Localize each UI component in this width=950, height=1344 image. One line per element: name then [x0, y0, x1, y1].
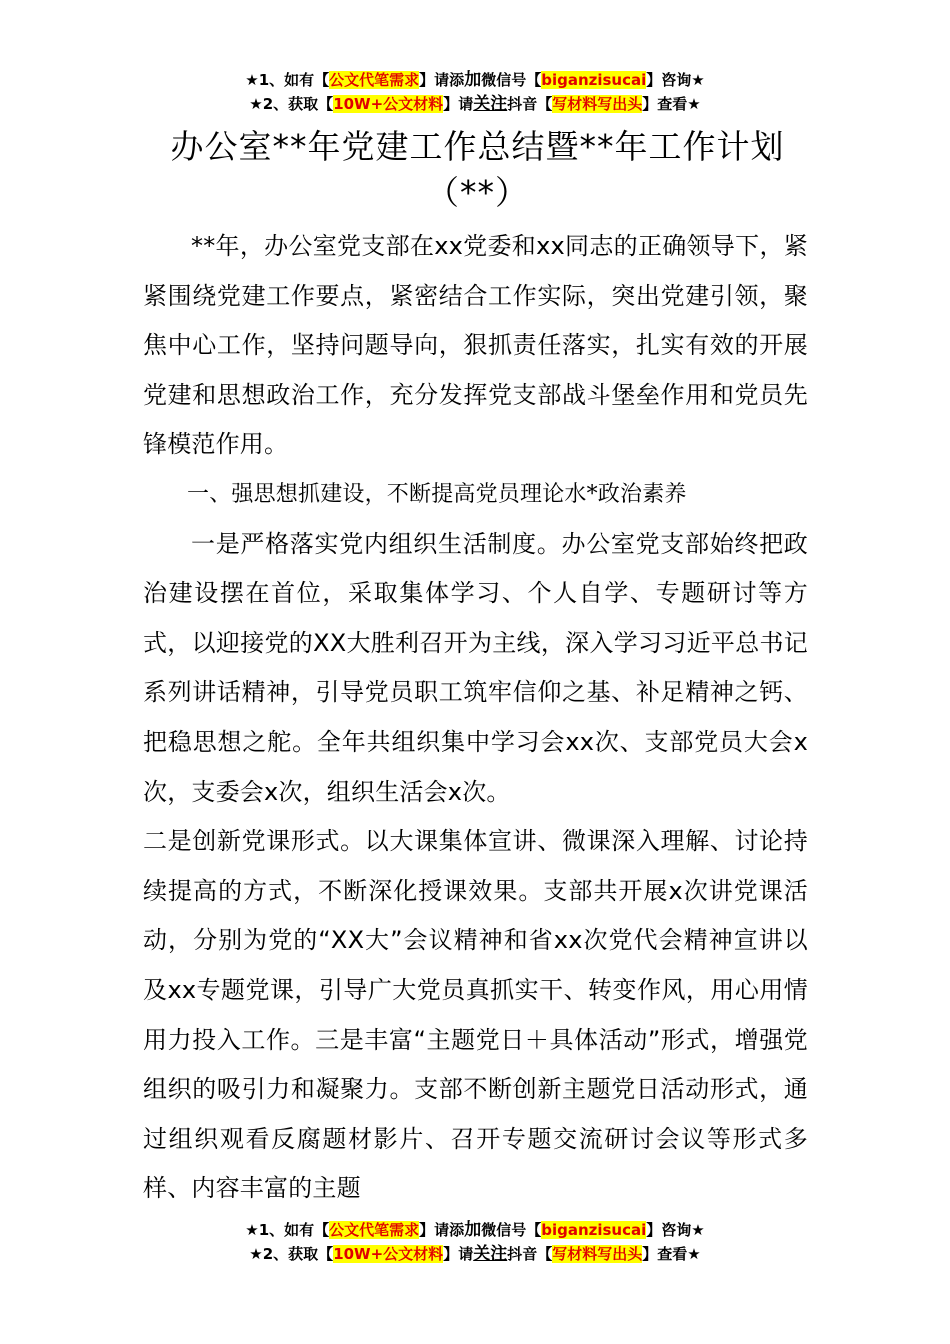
section-heading: 一、强思想抓建设，不断提高党员理论水*政治素养 [187, 481, 687, 507]
body-paragraph: 一是严格落实党内组织生活制度。办公室党支部始终把政治建设摆在首位，采取集体学习、个人自学、专题研讨等方式，以迎接党的XX大胜利召开为主线，深入学习习近平总书记系列讲话精神，引导党员职工筑牢信仰之基、补足精神之钙、把稳思想之舵。全年共组织集中学习会xx次、支部党员大会x次，支委会x次，组织生活会x次。 [143, 529, 808, 806]
document-body [143, 222, 808, 1214]
banner-line-2: ★2、获取【10W+公文材料】请关注抖音【写材料写出头】查看★ [249, 94, 701, 114]
body-paragraph: 二是创新党课形式。以大课集体宣讲、微课深入理解、讨论持续提高的方式，不断深化授课效果。支部共开展x次讲党课活动，分别为党的“XX大”会议精神和省xx次党代会精神宣讲以及xx专题党课，引导广大党员真抓实干、转变作风，用心用情用力投入工作。三是丰富“主题党日＋具体活动”形式，增强党组织的吸引力和凝聚力。支部不断创新主题党日活动形式，通过组织观看反腐题材影片、召开专题交流研讨会议等形式多样、内容丰富的主题 [143, 827, 808, 1203]
banner-douyin-id: 写材料写出头 [552, 1245, 643, 1263]
intro-paragraph: **年，办公室党支部在xx党委和xx同志的正确领导下，紧紧围绕党建工作要点，紧密结合工作实际，突出党建引领，聚焦中心工作，坚持问题导向，狠抓责任落实，扎实有效的开展党建和思想政治工作，充分发挥党支部战斗堡垒作用和党员先锋模范作用。 [143, 232, 808, 459]
footer-banner [0, 1218, 950, 1266]
document-title: 办公室**年党建工作总结暨**年工作计划（**） [170, 127, 785, 212]
banner-line-2: ★2、获取【10W+公文材料】请关注抖音【写材料写出头】查看★ [249, 1244, 701, 1264]
banner-highlight: 10W+公文材料 [333, 1245, 444, 1263]
banner-highlight: 公文代笔需求 [329, 1221, 420, 1239]
header-banner [0, 68, 950, 116]
banner-wechat-id: biganzisucai [541, 1221, 647, 1239]
banner-wechat-id: biganzisucai [541, 71, 647, 89]
banner-highlight: 10W+公文材料 [333, 95, 444, 113]
banner-douyin-id: 写材料写出头 [552, 95, 643, 113]
banner-line-1: ★1、如有【公文代笔需求】请添加微信号【biganzisucai】咨询★ [245, 70, 705, 90]
banner-line-1: ★1、如有【公文代笔需求】请添加微信号【biganzisucai】咨询★ [245, 1220, 705, 1240]
banner-highlight: 公文代笔需求 [329, 71, 420, 89]
